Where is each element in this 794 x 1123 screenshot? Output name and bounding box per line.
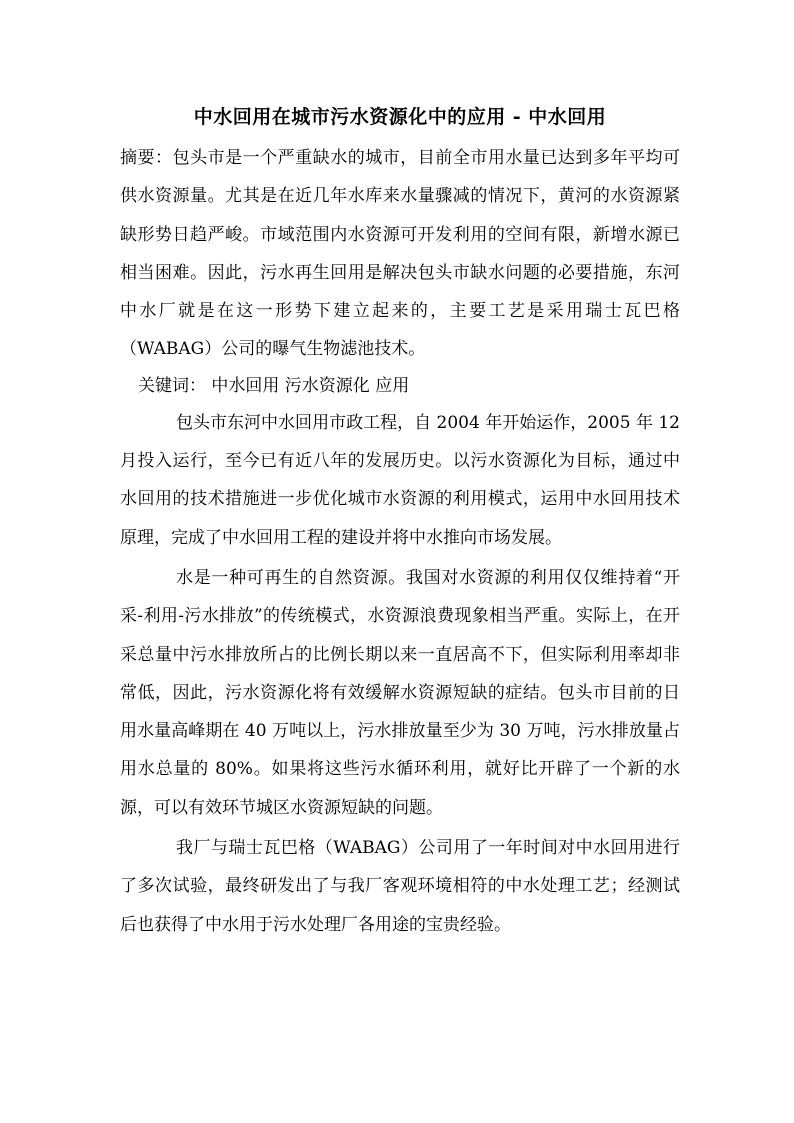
body-paragraph: 包头市东河中水回用市政工程，自 2004 年开始运作，2005 年 12 月投入运行，至今已有近八年的发展历史。以污水资源化为目标，通过中水回用的技术措施进一步优化城市水资源的利用模式，运用中水回用技术原理，完成了中水回用工程的建设并将中水推向市场发展。 — [120, 412, 680, 548]
body-paragraph: 水是一种可再生的自然资源。我国对水资源的利用仅仅维持着“开采-利用-污水排放”的传统模式，水资源浪费现象相当严重。实际上，在开采总量中污水排放所占的比例长期以来一直居高不下，但实际利用率却非常低，因此，污水资源化将有效缓解水资源短缺的症结。包头市目前的日用水量高峰期在 40 万吨以上，污水排放量至少为 30 万吨，污水排放量占用水总量的 80%。如果将这些污水循环利用，就好比开辟了一个新的水源，可以有效环节城区水资源短缺的问题。 — [120, 567, 680, 818]
body-paragraph: 我厂与瑞士瓦巴格（WABAG）公司用了一年时间对中水回用进行了多次试验，最终研发出了与我厂客观环境相符的中水处理工艺；经测试后也获得了中水用于污水处理厂各用途的宝贵经验。 — [120, 838, 680, 935]
document-title: 中水回用在城市污水资源化中的应用 - 中水回用 — [193, 106, 607, 128]
abstract-text: 包头市是一个严重缺水的城市，目前全市用水量已达到多年平均可供水资源量。尤其是在近几年水库来水量骤减的情况下，黄河的水资源紧缺形势日趋严峻。市域范围内水资源可开发利用的空间有限，新增水源已相当困难。因此，污水再生回用是解决包头市缺水问题的必要措施，东河中水厂就是在这一形势下建立起来的，主要工艺是采用瑞士瓦巴格（WABAG）公司的曝气生物滤池技术。 — [120, 148, 681, 360]
abstract-label: 摘要： — [120, 148, 173, 168]
abstract-paragraph — [120, 139, 680, 369]
keywords-line: 关键词： 中水回用 污水资源化 应用 — [138, 375, 410, 396]
document-page — [120, 96, 680, 944]
